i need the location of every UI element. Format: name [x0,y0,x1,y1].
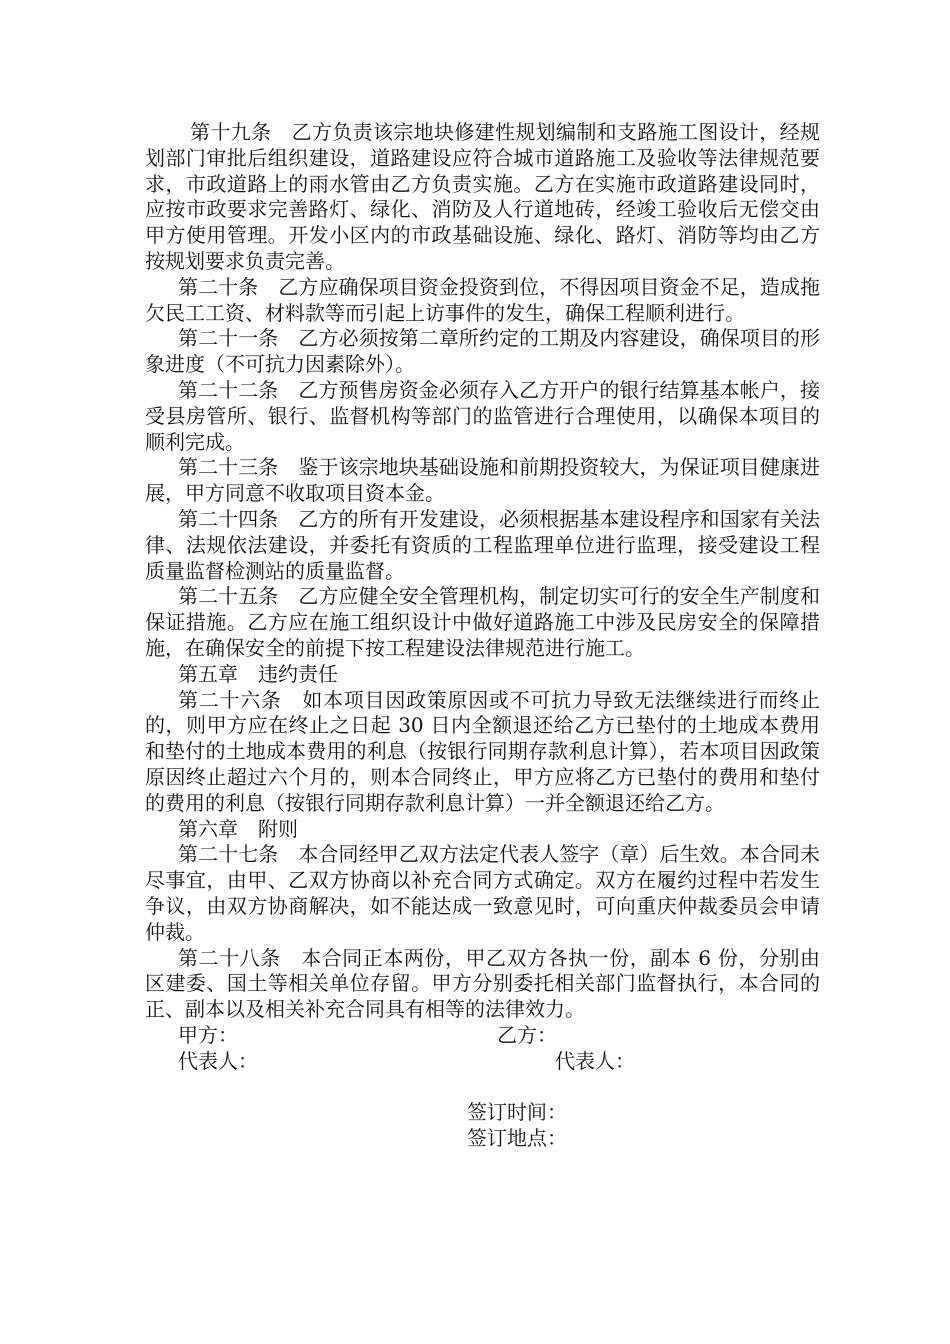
sign-time-row [145,1100,820,1126]
party-b-label: 乙方： [497,1022,557,1047]
contract-page [145,120,820,1152]
blank-line [145,1074,820,1100]
article-21: 第二十一条 乙方必须按第二章所约定的工期及内容建设，确保项目的形象进度（不可抗力因素除外）。 [145,326,820,377]
article-19: 第十九条 乙方负责该宗地块修建性规划编制和支路施工图设计，经规划部门审批后组织建设，道路建设应符合城市道路施工及验收等法律规范要求，市政道路上的雨水管由乙方负责实施。乙方在实施市政道路建设同时，应按市政要求完善路灯、绿化、消防及人行道地砖，经竣工验收后无偿交由甲方使用管理。开发小区内的市政基础设施、绿化、路灯、消防等均由乙方按规划要求负责完善。 [145,120,820,273]
article-25: 第二十五条 乙方应健全安全管理机构，制定切实可行的安全生产制度和保证措施。乙方应在施工组织设计中做好道路施工中涉及民房安全的保障措施，在确保安全的前提下按工程建设法律规范进行施工。 [145,584,820,660]
chapter-5-heading: 第五章 违约责任 [178,661,338,686]
sign-place-row [145,1126,820,1152]
representative-row [145,1049,820,1075]
sign-place-label: 签订地点： [467,1126,567,1151]
rep-a-label: 代表人： [178,1048,258,1073]
rep-b-label: 代表人： [555,1048,635,1073]
sign-time-label: 签订时间： [467,1100,567,1125]
party-a-label: 甲方： [178,1022,238,1047]
article-22: 第二十二条 乙方预售房资金必须存入乙方开户的银行结算基本帐户，接受县房管所、银行、监督机构等部门的监管进行合理使用，以确保本项目的顺利完成。 [145,377,820,454]
article-20: 第二十条 乙方应确保项目资金投资到位，不得因项目资金不足，造成拖欠民工工资、材料款等而引起上访事件的发生，确保工程顺利进行。 [145,274,820,325]
chapter-6-heading: 第六章 附则 [178,816,298,841]
article-23: 第二十三条 鉴于该宗地块基础设施和前期投资较大，为保证项目健康进展，甲方同意不收取项目资本金。 [145,455,820,506]
article-24: 第二十四条 乙方的所有开发建设，必须根据基本建设程序和国家有关法律、法规依法建设，并委托有资质的工程监理单位进行监理，接受建设工程质量监督检测站的质量监督。 [145,506,820,583]
party-row [145,1023,820,1049]
article-28: 第二十八条 本合同正本两份，甲乙双方各执一份，副本 6 份，分别由区建委、国土等相关单位存留。甲方分别委托相关部门监督执行，本合同的正、副本以及相关补充合同具有相等的法律效力。 [145,945,820,1022]
article-26: 第二十六条 如本项目因政策原因或不可抗力导致无法继续进行而终止的，则甲方应在终止之日起 30 日内全额退还给乙方已垫付的土地成本费用和垫付的土地成本费用的利息（按银行同期存款利息计算），若本项目因政策原因终止超过六个月的，则本合同终止，甲方应将乙方已垫付的费用和垫付的费用的利息（按银行同期存款利息计算）一并全额退还给乙方。 [145,687,820,815]
article-27: 第二十七条 本合同经甲乙双方法定代表人签字（章）后生效。本合同未尽事宜，由甲、乙双方协商以补充合同方式确定。双方在履约过程中若发生争议，由双方协商解决，如不能达成一致意见时，可向重庆仲裁委员会申请仲裁。 [145,842,820,944]
